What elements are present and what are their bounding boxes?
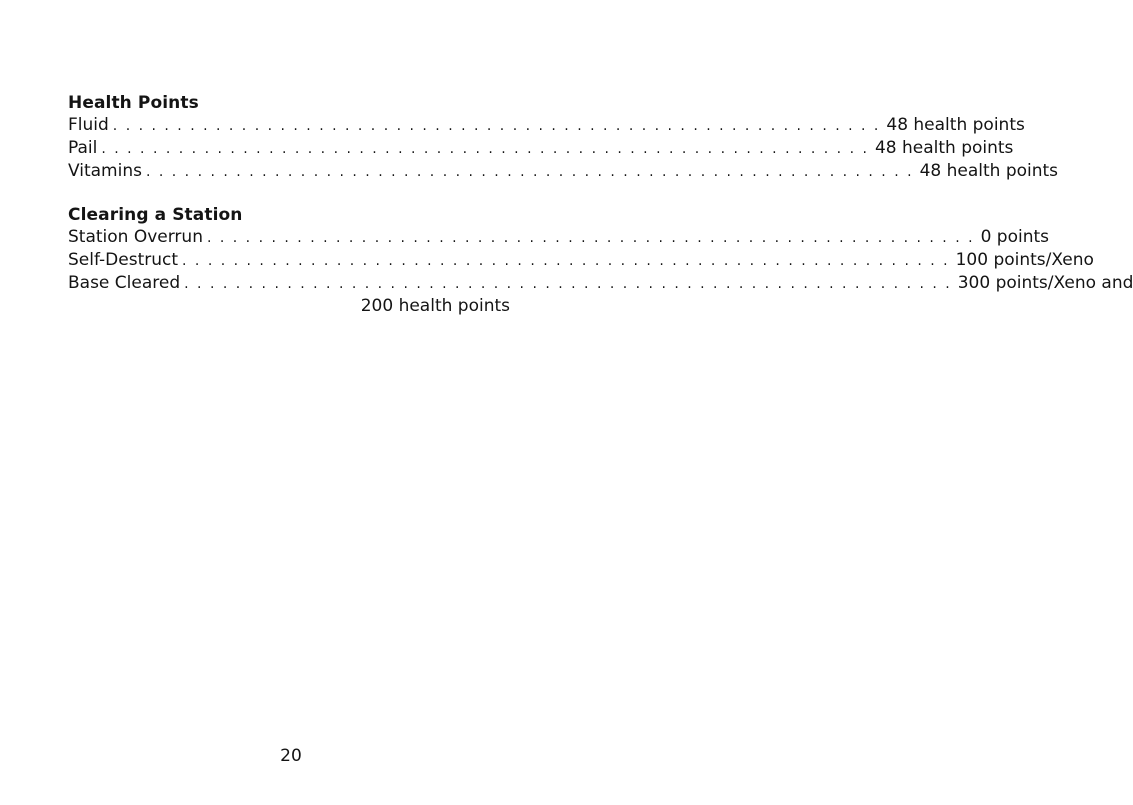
entry-value: 0 points: [980, 227, 1049, 247]
entry-value: 300 points/Xeno and: [957, 273, 1133, 293]
entry-value: 48 health points: [874, 138, 1014, 158]
entry-pail: [68, 137, 1014, 160]
entry-station-overrun: [68, 226, 1049, 249]
dot-leader: . . . . . . . . . . . . . . . . . . . . . . . . . . . . . . . . . . . . . . . . . . . . . . . . . . . . . . . . . . . .: [184, 276, 952, 292]
section-heading: Health Points: [68, 93, 199, 113]
dot-leader: . . . . . . . . . . . . . . . . . . . . . . . . . . . . . . . . . . . . . . . . . . . . . . . . . . . . . . . . . . . .: [112, 118, 881, 134]
dot-leader: . . . . . . . . . . . . . . . . . . . . . . . . . . . . . . . . . . . . . . . . . . . . . . . . . . . . . . . . . . . .: [101, 141, 869, 157]
entry-value-continuation: 200 health points: [360, 296, 510, 316]
page-content: [68, 92, 1133, 338]
page-number: 20: [280, 746, 302, 766]
entry-label: Fluid: [68, 115, 109, 135]
section-clearing-a-station: [68, 204, 1133, 317]
entry-value: 48 health points: [886, 115, 1025, 135]
section-health-points: [68, 92, 1059, 183]
entry-value: 48 health points: [919, 161, 1059, 181]
entry-vitamins: [68, 160, 1059, 183]
entry-value: 100 points/Xeno: [955, 250, 1094, 270]
section-heading: Clearing a Station: [68, 205, 243, 225]
dot-leader: . . . . . . . . . . . . . . . . . . . . . . . . . . . . . . . . . . . . . . . . . . . . . . . . . . . . . . . . . . . .: [182, 253, 950, 269]
dot-leader: . . . . . . . . . . . . . . . . . . . . . . . . . . . . . . . . . . . . . . . . . . . . . . . . . . . . . . . . . . . .: [145, 164, 914, 180]
entry-label: Station Overrun: [68, 227, 203, 247]
entry-self-destruct: [68, 249, 1094, 272]
entry-fluid: [68, 114, 1025, 137]
entry-label: Base Cleared: [68, 273, 181, 293]
entry-label: Self-Destruct: [68, 250, 179, 270]
entry-label: Pail: [68, 138, 98, 158]
entry-label: Vitamins: [68, 161, 142, 181]
dot-leader: . . . . . . . . . . . . . . . . . . . . . . . . . . . . . . . . . . . . . . . . . . . . . . . . . . . . . . . . . . . .: [206, 230, 975, 246]
entry-base-cleared: [68, 272, 1133, 295]
